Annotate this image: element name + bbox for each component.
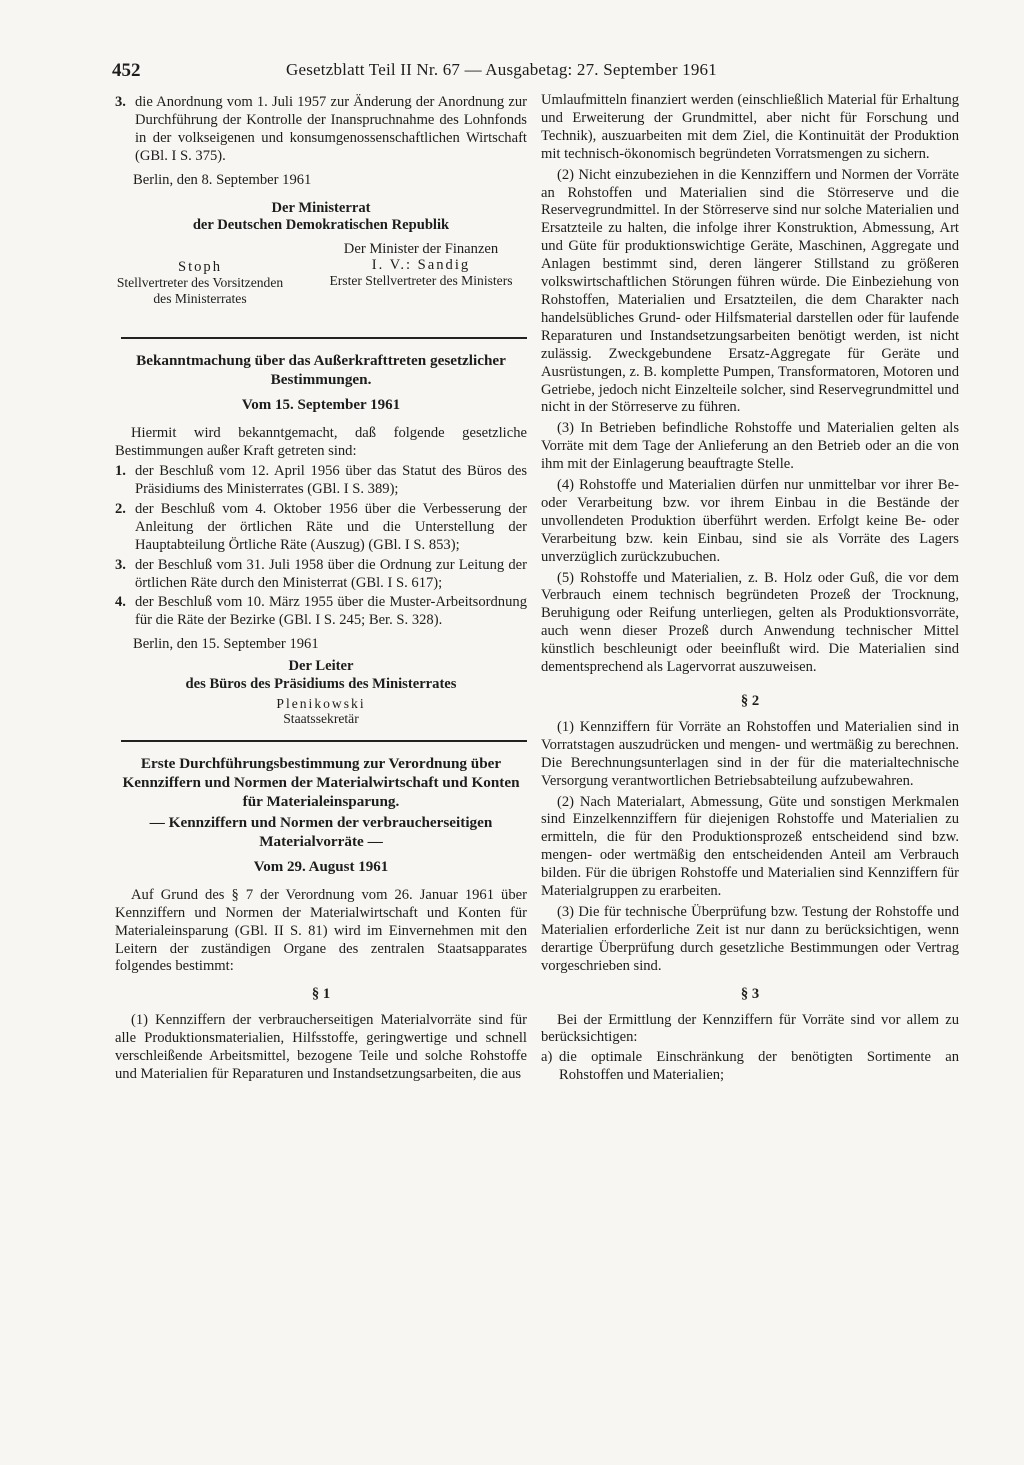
signatory-role: Erster Stellvertreter des Ministers (329, 273, 513, 289)
announcement-date: Vom 15. September 1961 (241, 397, 401, 414)
item-number: 4. (115, 594, 126, 611)
signature-block (115, 696, 527, 726)
paragraph: Umlaufmitteln finanziert werden (einschließlich Material für Erhaltung und Erweiterung der Grundmittel, aber nicht für Forschung und Technik), auszuarbeiten mit dem Ziel, die Kontinuität der Produktion mit technisch-ökonomisch begründeten Vorratsmengen zu sichern. (541, 92, 959, 162)
section-divider (121, 740, 527, 742)
regulation-title: Erste Durchführungsbestimmung zur Verordnung über Kennziffern und Normen der Materialwirtschaft und Konten für Materialeinsparung. (122, 754, 520, 810)
paragraph: (2) Nicht einzubeziehen in die Kennziffern und Normen der Vorräte an Rohstoffen und Materialien sind die Störreserve und die Reservegrundmittel. In der Störreserve sind nur solche Materialien und Ersatzteile zu halten, die infolge ihrer Konstruktion, Abmessung, Art und Güte für produktionswichtige Geräte, Maschinen, Aggregate und Anlagen bestimmt sind, deren längerer Stillstand zu größeren volkswirtschaftlichen Störungen führen würde. Die Einbeziehung von Rohstoffen, Materialien und Ersatzteilen, die dem Charakter nach handelsübliches Grund- oder Hilfsmaterial darstellen oder für laufende Reparaturen und Instandsetzungsarbeiten benötigt werden, ist nicht zulässig. Zweckgebundene Ersatz-Aggregate für Geräte und Ausrüstungen, z. B. komplette Pumpen, Transformatoren, Motoren und Getriebe, jedoch nicht Einzelteile solcher, sind Reservegrundmittel und nicht in der Störreserve zu führen. (541, 166, 959, 416)
issuing-body-line: der Deutschen Demokratischen Republik (192, 217, 450, 234)
list-item (115, 463, 527, 499)
signatory-right (315, 241, 527, 289)
place-date: Berlin, den 8. September 1961 (133, 171, 312, 188)
announcement-title: Bekanntmachung über das Außerkrafttreten gesetzlicher Bestimmungen. (136, 352, 506, 389)
place-date: Berlin, den 15. September 1961 (133, 636, 319, 653)
item-text: der Beschluß vom 31. Juli 1958 über die Ordnung zur Leitung der örtlichen Räte durch den Ministerrat (GBl. I S. 617); (135, 556, 527, 591)
section-heading: § 1 (311, 986, 331, 1003)
issuing-body-line: Der Ministerrat (271, 199, 371, 216)
paragraph: (5) Rohstoffe und Materialien, z. B. Holz oder Guß, die vor dem Verbrauch einem technisch begründeten Prozeß der Trocknung, Beruhigung oder Reifung unterliegen, gelten als Produktionsvorräte, auch wenn dieser Prozeß durch Anwendung technischer Mittel künstlich beschleunigt oder beeinflußt wird. Die Materialien sind dementsprechend als Lagervorrat auszuweisen. (541, 569, 959, 676)
running-title: Gesetzblatt Teil II Nr. 67 — Ausgabetag: 27. September 1961 (286, 60, 717, 79)
paragraph: (2) Nach Materialart, Abmessung, Güte und sonstigen Merkmalen sind Einzelkennziffern für diejenigen Rohstoffe und Materialien zu ermitteln, die für den Produktionsprozeß entscheidend sind bzw. mengen- oder wertmäßig den entscheidenden Anteil am Verbrauch bilden. Für die übrigen Rohstoffe und Materialien sind Kennziffern für Materialgruppen zu erarbeiten. (541, 793, 959, 900)
paragraph: Bei der Ermittlung der Kennziffern für Vorräte sind vor allem zu berücksichtigen: (541, 1011, 959, 1046)
item-text: die Anordnung vom 1. Juli 1957 zur Änderung der Anordnung zur Durchführung der Kontrolle der Inanspruchnahme des Lohnfonds in der volkseigenen und konsumgenossenschaftlichen Wirtschaft (GBl. I S. 375). (135, 94, 527, 164)
signatory-role: Staatssekretär (283, 710, 359, 726)
signatory-name: Plenikowski (276, 695, 366, 711)
repealed-list (115, 463, 527, 630)
right-column (541, 92, 959, 1085)
list-item (541, 1049, 959, 1085)
signatory-title: Der Minister der Finanzen (343, 241, 499, 258)
item-text: der Beschluß vom 4. Oktober 1956 über die Verbesserung der Anleitung der örtlichen Räte und die Unterstellung der Hauptabteilung Örtliche Räte (Auszug) (GBl. I S. 853); (135, 500, 527, 553)
issuing-body-line: des Büros des Präsidiums des Ministerrates (185, 676, 457, 693)
section-heading: § 3 (740, 985, 760, 1002)
signatory-left (115, 259, 285, 307)
item-number: 3. (115, 94, 126, 110)
list-item (115, 501, 527, 555)
paragraph: (1) Kennziffern für Vorräte an Rohstoffen und Materialien sind in Vorratstagen auszudrücken und mengen- und wertmäßig zu berechnen. Die Berechnungsunterlagen sind in der für die materialtechnische Versorgung verantwortlichen Betriebsabteilung aufzubewahren. (541, 718, 959, 789)
item-number: 1. (115, 463, 126, 480)
signature-block (115, 241, 527, 323)
list-item (115, 557, 527, 593)
paragraph: (3) In Betrieben befindliche Rohstoffe und Materialien gelten als Vorräte mit dem Tage der Anlieferung an den Betrieb oder an die von ihm mit der Einlagerung beauftragte Stelle. (541, 420, 959, 473)
section-heading: § 2 (740, 693, 760, 709)
item-number: a) (541, 1049, 553, 1066)
section-divider (121, 337, 527, 339)
paragraph: (4) Rohstoffe und Materialien dürfen nur unmittelbar vor ihrer Be- oder Verarbeitung bzw. vor ihrem Einbau in die Bestände der unvollendeten Produktion überführt werden. Erfolgt keine Be- oder Verarbeitung bzw. kein Einbau, sind sie als Vorräte des Lagers unverzüglich zurückzubuchen. (541, 477, 959, 565)
regulation-date: Vom 29. August 1961 (253, 858, 389, 875)
issuing-body-line: Der Leiter (288, 658, 354, 675)
issuing-body (115, 658, 527, 694)
list-item (115, 94, 527, 166)
regulation-subtitle: — Kennziffern und Normen der verbraucherseitigen Materialvorräte — (149, 813, 493, 850)
left-column (115, 92, 527, 1084)
paragraph: (1) Kennziffern der verbraucherseitigen Materialvorräte sind für alle Produktionsmaterialien, Hilfsstoffe, geringwertige und schnell verschleißende Arbeitsmittel, bezogene Teile und solche Rohstoffe und Materialien für Reparaturen und Instandsetzungsarbeiten, die aus (115, 1012, 527, 1082)
signatory-role: Stellvertreter des Vorsitzenden des Ministerrates (116, 275, 284, 307)
signatory-name: I. V.: Sandig (371, 257, 471, 274)
signatory-name: Stoph (177, 259, 223, 276)
item-text: die optimale Einschränkung der benötigten Sortimente an Rohstoffen und Materialien; (559, 1049, 959, 1084)
paragraph: (3) Die für technische Überprüfung bzw. Testung der Rohstoffe und Materialien erforderliche Zeit ist nur dann zu berücksichtigen, wenn derartige Überprüfung durch gesetzliche Bestimmungen oder Vertrag vorgeschrieben sind. (541, 903, 959, 974)
page-number: 452 (112, 60, 141, 81)
item-text: der Beschluß vom 10. März 1955 über die Muster-Arbeitsordnung für die Räte der Bezirke (GBl. I S. 245; Ber. S. 328). (135, 594, 527, 629)
item-text: der Beschluß vom 12. April 1956 über das Statut des Büros des Präsidiums des Ministerrates (GBl. I S. 389); (135, 463, 527, 497)
item-number: 2. (115, 500, 126, 517)
list-item (115, 594, 527, 630)
issuing-body (115, 200, 527, 236)
item-number: 3. (115, 556, 126, 573)
page-header (112, 60, 792, 94)
regulation-preamble: Auf Grund des § 7 der Verordnung vom 26. Januar 1961 über Kennziffern und Normen der Materialwirtschaft und Konten für Materialeinsparung (GBl. II S. 81) wird im Einvernehmen mit den Leitern der zuständigen Organe des zentralen Staatsapparates folgendes bestimmt: (115, 886, 527, 975)
announcement-intro: Hiermit wird bekanntgemacht, daß folgende gesetzliche Bestimmungen außer Kraft getreten sind: (115, 425, 527, 460)
